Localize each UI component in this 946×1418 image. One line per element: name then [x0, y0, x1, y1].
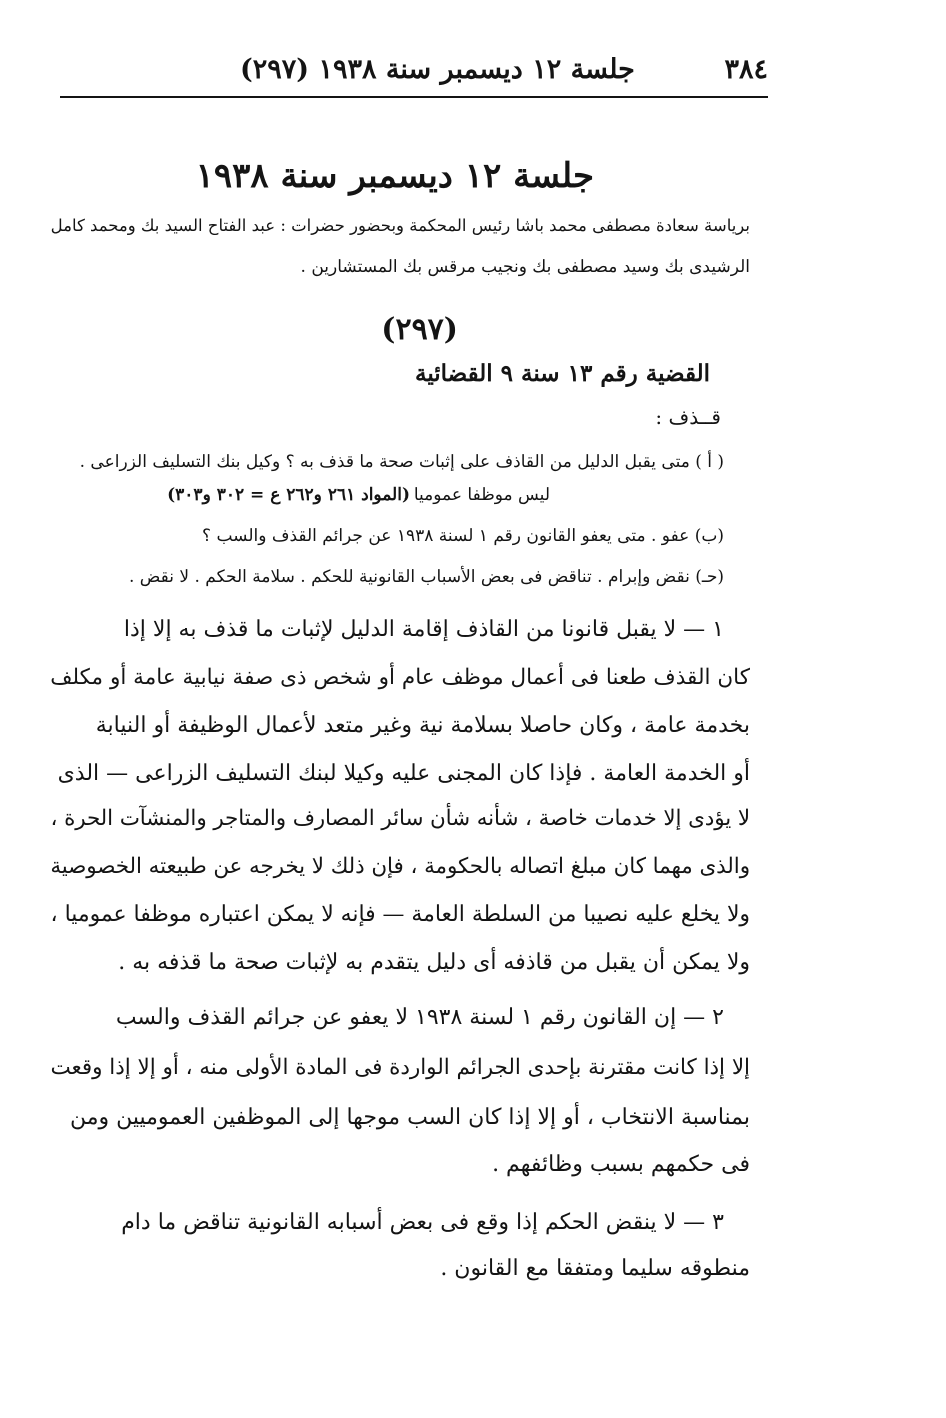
principle-2-line: فى حكمهم بسبب وظائفهم . [492, 1152, 750, 1177]
principle-1-line: لا يؤدى إلا خدمات خاصة ، شأنه شأن سائر المصارف والمتاجر والمنشآت الحرة ، [50, 806, 750, 831]
presidency-line-1: برياسة سعادة مصطفى محمد باشا رئيس المحكمة وبحضور حضرات : عبد الفتاح السيد بك ومحمد كامل [50, 216, 750, 235]
principle-1-line: ١ — لا يقبل قانونا من القاذف إقامة الدليل لإثبات ما قذف به إلا إذا [123, 617, 724, 642]
summary-a-line-2: ليس موظفا عموميا . [403, 485, 550, 505]
summary-b: (ب) عفو . متى يعفو القانون رقم ١ لسنة ١٩٣٨ عن جرائم القذف والسب ؟ [202, 526, 724, 546]
case-number: (٢٩٧) [381, 312, 458, 347]
session-title: جلسة ١٢ ديسمبر سنة ١٩٣٨ [195, 156, 594, 196]
header-rule [60, 96, 768, 98]
principle-2-line: ٢ — إن القانون رقم ١ لسنة ١٩٣٨ لا يعفو عن جرائم القذف والسب [115, 1005, 724, 1030]
principle-2-line: بمناسبة الانتخاب ، أو إلا إذا كان السب موجها إلى الموظفين العموميين ومن [69, 1105, 750, 1130]
summary-a-line-1: ( أ ) متى يقبل الدليل من القاذف على إثبات صحة ما قذف به ؟ وكيل بنك التسليف الزراعى . [79, 452, 724, 472]
principle-1-line: بخدمة عامة ، وكان حاصلا بسلامة نية وغير متعد لأعمال الوظيفة أو النيابة [95, 713, 750, 738]
presidency-line-2: الرشيدى بك وسيد مصطفى بك ونجيب مرقس بك المستشارين . [300, 257, 750, 277]
principle-2-line: إلا إذا كانت مقترنة بإحدى الجرائم الواردة فى المادة الأولى منه ، أو إلا إذا وقعت [50, 1055, 750, 1080]
principle-3-line: منطوقه سليما ومتفقا مع القانون . [440, 1256, 750, 1281]
page-number: ٣٨٤ [724, 54, 768, 85]
principle-3-line: ٣ — لا ينقض الحكم إذا وقع فى بعض أسبابه القانونية تناقض ما دام [121, 1210, 724, 1235]
running-title: جلسة ١٢ ديسمبر سنة ١٩٣٨ (٢٩٧) [240, 54, 635, 85]
principle-1-line: ولا يمكن أن يقبل من قاذفه أى دليل يتقدم به لإثبات صحة ما قذفه به . [118, 950, 750, 975]
summary-c: (حـ) نقض وإبرام . تناقض فى بعض الأسباب القانونية للحكم . سلامة الحكم . لا نقض . [129, 567, 724, 587]
principle-1-line: ولا يخلع عليه نصيبا من السلطة العامة — فإنه لا يمكن اعتباره موظفا عموميا ، [50, 902, 750, 927]
case-title: القضية رقم ١٣ سنة ٩ القضائية [415, 360, 710, 387]
principle-1-line: كان القذف طعنا فى أعمال موظف عام أو شخص ذى صفة نيابية عامة أو مكلف [50, 665, 750, 690]
topic-label: قــذف : [655, 405, 721, 429]
summary-a-articles: (المواد ٢٦١ و٢٦٢ ع = ٣٠٢ و٣٠٣) [167, 485, 410, 505]
principle-1-line: أو الخدمة العامة . فإذا كان المجنى عليه وكيلا لبنك التسليف الزراعى — الذى [57, 761, 750, 786]
running-header [60, 50, 768, 90]
principle-1-line: والذى مهما كان مبلغ اتصاله بالحكومة ، فإن ذلك لا يخرجه عن طبيعته الخصوصية [50, 854, 750, 879]
